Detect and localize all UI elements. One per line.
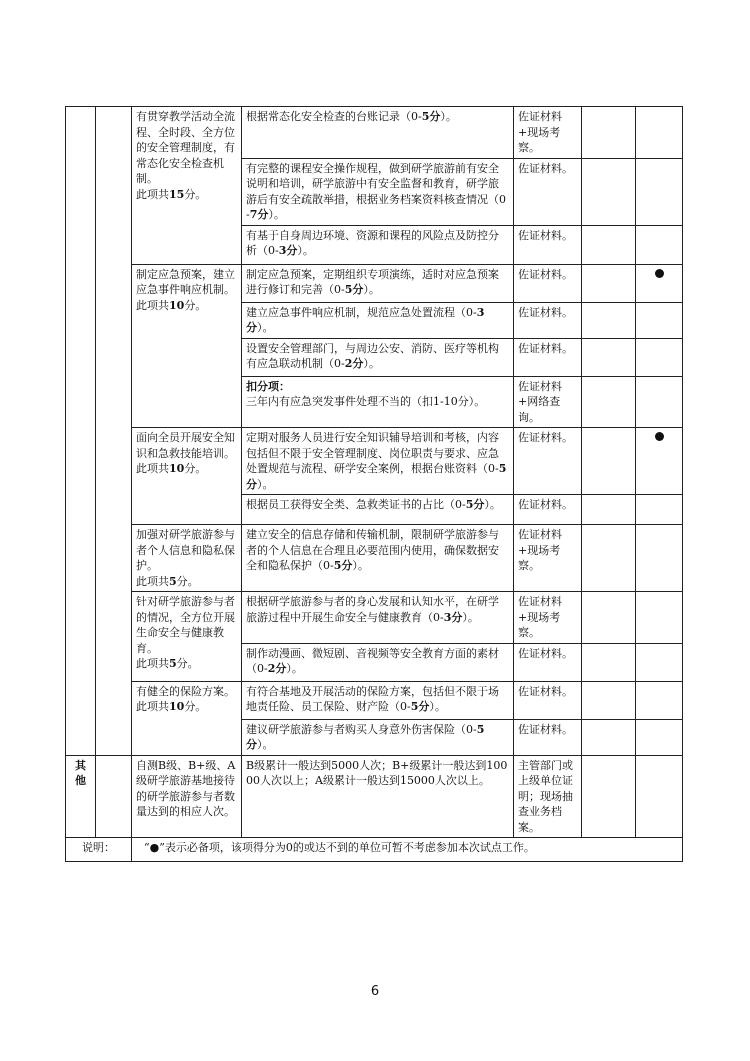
score-cell xyxy=(582,755,636,838)
evidence-cell: 佐证材料。 xyxy=(514,719,582,755)
evidence-cell: 佐证材料。 xyxy=(514,302,582,338)
requirement-cell: 建立应急事件响应机制，规范应急处置流程（0-3分）。 xyxy=(242,302,514,338)
note-text: “●”表示必备项，该项得分为0的或达不到的单位可暂不考虑参加本次试点工作。 xyxy=(132,838,683,862)
evidence-cell: 佐证材料。 xyxy=(514,338,582,376)
required-mark-cell xyxy=(636,338,683,376)
score-cell xyxy=(582,158,636,225)
table-row xyxy=(66,592,683,644)
evaluation-table xyxy=(65,106,683,862)
table-row xyxy=(66,681,683,719)
evidence-cell: 佐证材料。 xyxy=(514,428,582,495)
requirement-cell: 建议研学旅游参与者购买人身意外伤害保险（0-5分）。 xyxy=(242,719,514,755)
required-dot-icon xyxy=(655,269,664,278)
evidence-cell: 佐证材料。 xyxy=(514,225,582,264)
requirement-cell: 定期对服务人员进行安全知识辅导培训和考核，内容包括但不限于安全管理制度、岗位职责与要求、应急处置规范与流程、研学安全案例，根据台账资料（0-5分）。 xyxy=(242,428,514,495)
evidence-cell: 佐证材料。 xyxy=(514,681,582,719)
page-number: 6 xyxy=(370,984,380,999)
required-mark-cell xyxy=(636,681,683,719)
score-cell xyxy=(582,264,636,302)
required-mark-cell xyxy=(636,592,683,644)
required-mark-cell xyxy=(636,225,683,264)
evidence-cell: 佐证材料+现场考察。 xyxy=(514,107,582,159)
requirement-cell: 扣分项： 三年内有应急突发事件处理不当的（扣1-10分）。 xyxy=(242,376,514,428)
score-cell xyxy=(582,592,636,644)
evidence-cell: 佐证材料+网络查询。 xyxy=(514,376,582,428)
evidence-cell: 佐证材料+现场考察。 xyxy=(514,592,582,644)
score-cell xyxy=(582,719,636,755)
item-cell: 针对研学旅游参与者的情况，全方位开展生命安全与健康教育。 此项共5分。 xyxy=(132,592,242,682)
requirement-cell: 有基于自身周边环境、资源和课程的风险点及防控分析（0-3分）。 xyxy=(242,225,514,264)
table-row xyxy=(66,107,683,159)
evidence-cell: 佐证材料。 xyxy=(514,158,582,225)
required-mark-cell xyxy=(636,302,683,338)
required-mark-cell xyxy=(636,525,683,592)
evidence-cell: 佐证材料。 xyxy=(514,643,582,681)
requirement-cell: 根据研学旅游参与者的身心发展和认知水平，在研学旅游过程中开展生命安全与健康教育（0-3分）。 xyxy=(242,592,514,644)
score-cell xyxy=(582,525,636,592)
required-mark-cell xyxy=(636,428,683,495)
required-mark-cell xyxy=(636,107,683,159)
required-dot-icon xyxy=(655,432,664,441)
required-mark-cell xyxy=(636,719,683,755)
required-mark-cell xyxy=(636,755,683,838)
score-cell xyxy=(582,107,636,159)
note-label: 说明： xyxy=(66,838,132,862)
evidence-cell: 佐证材料。 xyxy=(514,495,582,525)
item-cell: 加强对研学旅游参与者个人信息和隐私保护。 此项共5分。 xyxy=(132,525,242,592)
required-mark-cell xyxy=(636,264,683,302)
required-mark-cell xyxy=(636,158,683,225)
evidence-cell: 主管部门或上级单位证明；现场抽查业务档案。 xyxy=(514,755,582,838)
score-cell xyxy=(582,225,636,264)
table-row xyxy=(66,525,683,592)
evidence-cell: 佐证材料。 xyxy=(514,264,582,302)
item-cell: 有健全的保险方案。 此项共10分。 xyxy=(132,681,242,755)
score-cell xyxy=(582,302,636,338)
note-row xyxy=(66,838,683,862)
item-cell: 有贯穿教学活动全流程、全时段、全方位的安全管理制度，有常态化安全检查机制。 此项共15分。 xyxy=(132,107,242,265)
requirement-cell: 根据员工获得安全类、急救类证书的占比（0-5分）。 xyxy=(242,495,514,525)
requirement-cell: 有完整的课程安全操作规程，做到研学旅游前有安全说明和培训，研学旅游中有安全监督和教育，研学旅游后有安全疏散举措，根据业务档案资料核查情况（0-7分）。 xyxy=(242,158,514,225)
table-row xyxy=(66,264,683,302)
score-cell xyxy=(582,681,636,719)
requirement-cell: 制作动漫画、微短剧、音视频等安全教育方面的素材（0-2分）。 xyxy=(242,643,514,681)
subcategory-cell xyxy=(96,755,132,838)
score-cell xyxy=(582,428,636,495)
score-cell xyxy=(582,338,636,376)
score-cell xyxy=(582,643,636,681)
requirement-cell: 设置安全管理部门，与周边公安、消防、医疗等机构有应急联动机制（0-2分）。 xyxy=(242,338,514,376)
subcategory-cell xyxy=(96,107,132,756)
requirement-cell: 建立安全的信息存储和传输机制，限制研学旅游参与者的个人信息在合理且必要范围内使用，确保数据安全和隐私保护（0-5分）。 xyxy=(242,525,514,592)
deduction-title: 扣分项： xyxy=(246,379,290,393)
category-other-cell: 其他 xyxy=(66,755,96,838)
item-cell: 制定应急预案，建立应急事件响应机制。 此项共10分。 xyxy=(132,264,242,428)
required-mark-cell xyxy=(636,495,683,525)
required-mark-cell xyxy=(636,376,683,428)
category-cell xyxy=(66,107,96,756)
requirement-cell: B级累计一般达到5000人次；B+级累计一般达到10000人次以上；A级累计一般达到15000人次以上。 xyxy=(242,755,514,838)
table-row xyxy=(66,428,683,495)
requirement-cell: 有符合基地及开展活动的保险方案，包括但不限于场地责任险、员工保险、财产险（0-5分）。 xyxy=(242,681,514,719)
evaluation-table-page xyxy=(65,106,682,862)
evidence-cell: 佐证材料+现场考察。 xyxy=(514,525,582,592)
score-cell xyxy=(582,495,636,525)
item-cell: 自测B级、B+级、A级研学旅游基地接待的研学旅游参与者数量达到的相应人次。 xyxy=(132,755,242,838)
score-cell xyxy=(582,376,636,428)
item-cell: 面向全员开展安全知识和急救技能培训。 此项共10分。 xyxy=(132,428,242,525)
requirement-cell: 制定应急预案，定期组织专项演练，适时对应急预案进行修订和完善（0-5分）。 xyxy=(242,264,514,302)
table-row xyxy=(66,755,683,838)
requirement-cell: 根据常态化安全检查的台账记录（0-5分）。 xyxy=(242,107,514,159)
required-mark-cell xyxy=(636,643,683,681)
